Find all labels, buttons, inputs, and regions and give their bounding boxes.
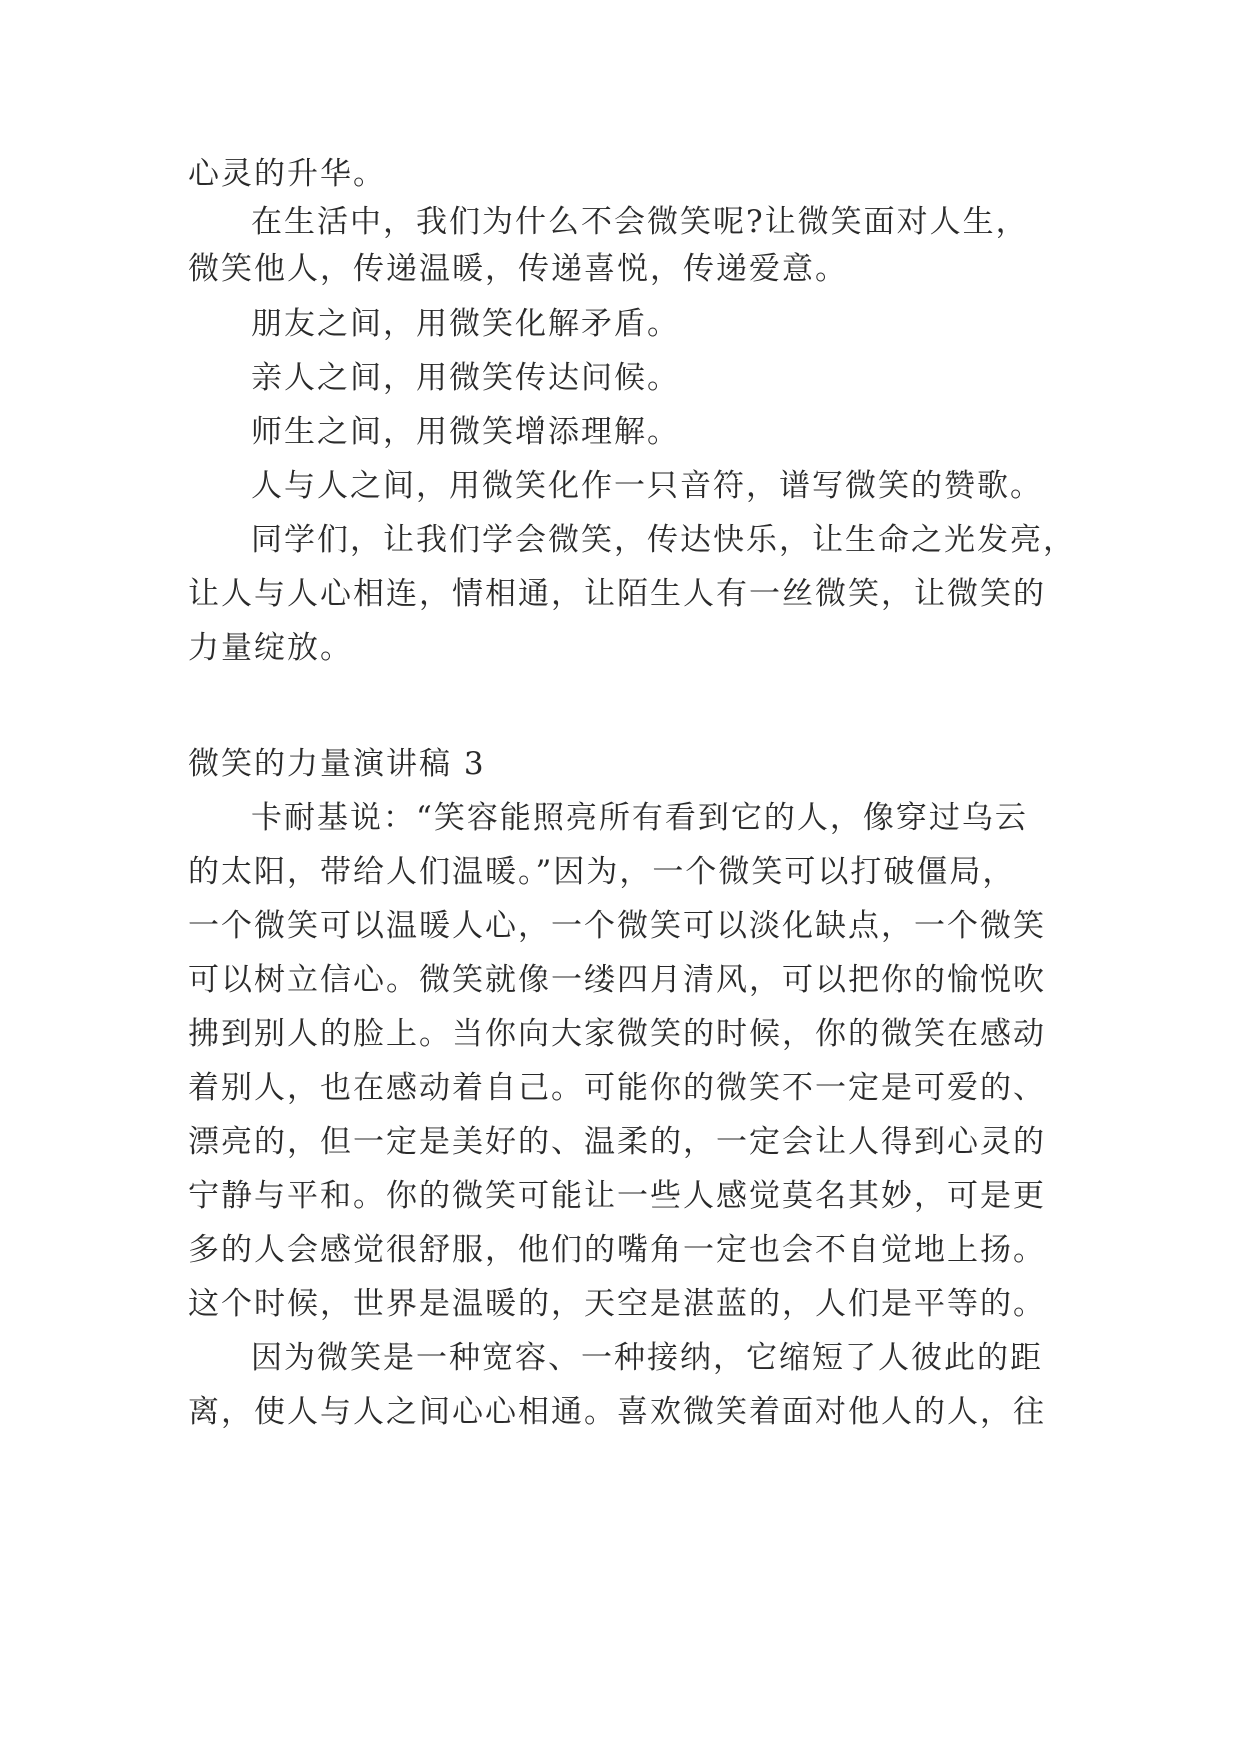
text-line: 可以树立信心。微笑就像一缕四月清风，可以把你的愉悦吹 [188, 962, 1046, 998]
text-line: 一个微笑可以温暖人心，一个微笑可以淡化缺点，一个微笑 [188, 908, 1046, 944]
section-heading: 微笑的力量演讲稿 3 [188, 746, 486, 782]
paragraph-first-line: 人与人之间，用微笑化作一只音符，谱写微笑的赞歌。 [251, 468, 1043, 504]
paragraph-first-line: 因为微笑是一种宽容、一种接纳，它缩短了人彼此的距 [251, 1340, 1043, 1376]
paragraph-first-line: 卡耐基说：“笑容能照亮所有看到它的人，像穿过乌云 [251, 800, 1028, 836]
text-line: 这个时候，世界是温暖的，天空是湛蓝的，人们是平等的。 [188, 1286, 1046, 1322]
paragraph-first-line: 朋友之间，用微笑化解矛盾。 [251, 306, 680, 342]
paragraph-first-line: 同学们，让我们学会微笑，传达快乐，让生命之光发亮， [251, 522, 1076, 558]
text-line: 着别人，也在感动着自己。可能你的微笑不一定是可爱的、 [188, 1070, 1046, 1106]
text-line: 漂亮的，但一定是美好的、温柔的，一定会让人得到心灵的 [188, 1124, 1046, 1160]
text-line: 的太阳，带给人们温暖。”因为，一个微笑可以打破僵局， [188, 854, 1016, 890]
text-line: 心灵的升华。 [188, 156, 386, 192]
text-line: 多的人会感觉很舒服，他们的嘴角一定也会不自觉地上扬。 [188, 1232, 1046, 1268]
text-line: 力量绽放。 [188, 630, 353, 666]
text-line: 微笑他人，传递温暖，传递喜悦，传递爱意。 [188, 251, 848, 287]
paragraph-first-line: 亲人之间，用微笑传达问候。 [251, 360, 680, 396]
text-line: 让人与人心相连，情相通，让陌生人有一丝微笑，让微笑的 [188, 576, 1046, 612]
text-line: 宁静与平和。你的微笑可能让一些人感觉莫名其妙，可是更 [188, 1178, 1046, 1214]
text-line: 拂到别人的脸上。当你向大家微笑的时候，你的微笑在感动 [188, 1016, 1046, 1052]
paragraph-first-line: 师生之间，用微笑增添理解。 [251, 414, 680, 450]
paragraph-first-line: 在生活中，我们为什么不会微笑呢?让微笑面对人生， [251, 204, 1029, 240]
text-line: 离，使人与人之间心心相通。喜欢微笑着面对他人的人，往 [188, 1394, 1046, 1430]
